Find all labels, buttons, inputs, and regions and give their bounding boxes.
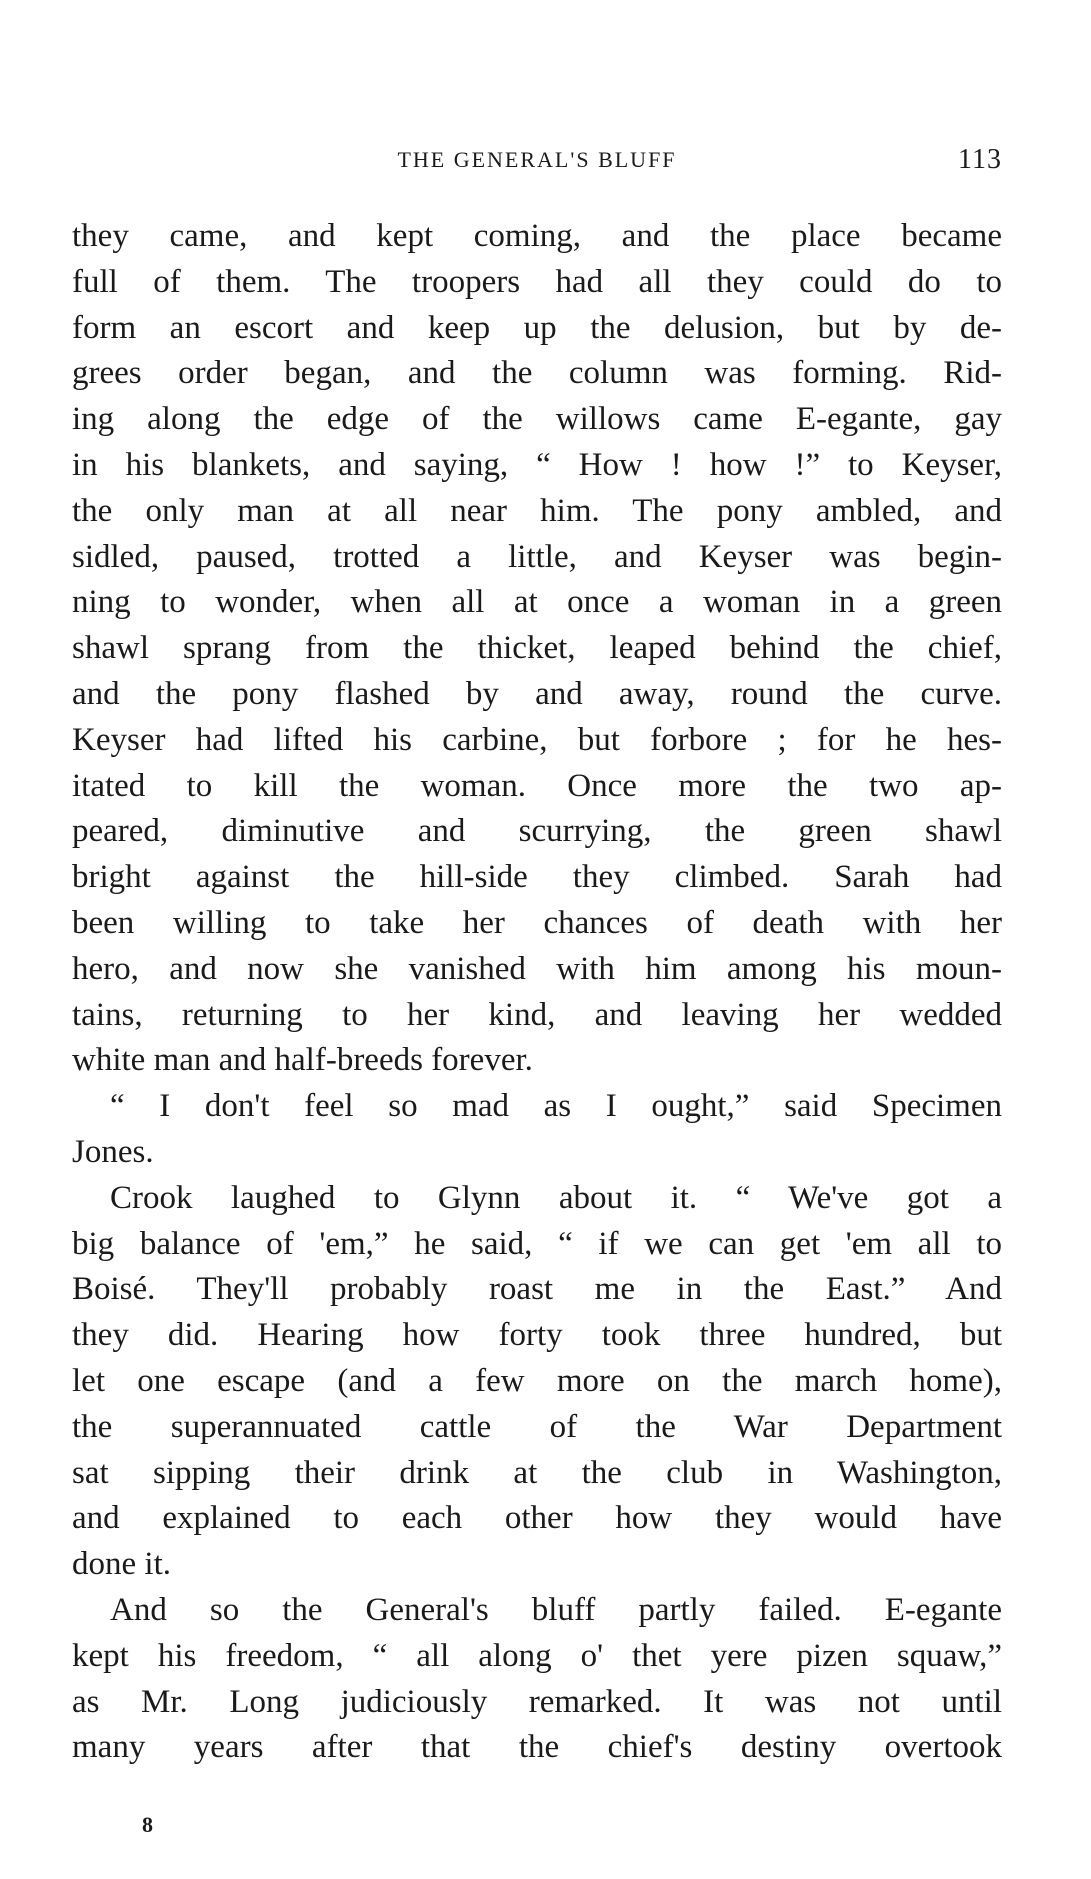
signature-mark: 8	[142, 1812, 153, 1837]
body-text	[72, 214, 1002, 1771]
text-line: tains, returning to her kind, and leaving her wedded	[72, 996, 1002, 1033]
text-line: let one escape (and a few more on the march home),	[72, 1362, 1002, 1399]
text-line: “ I don't feel so mad as I ought,” said Specimen	[110, 1088, 1002, 1125]
text-line: kept his freedom, “ all along o' thet yere pizen squaw,”	[72, 1637, 1002, 1674]
text-line: bright against the hill-side they climbed. Sarah had	[72, 859, 1002, 896]
text-line: hero, and now she vanished with him among his moun-	[72, 950, 1002, 987]
text-line: in his blankets, and saying, “ How ! how !” to Keyser,	[72, 446, 1002, 483]
text-line: as Mr. Long judiciously remarked. It was not until	[72, 1683, 1002, 1720]
text-line: done it.	[72, 1546, 171, 1583]
text-line: full of them. The troopers had all they could do to	[72, 263, 1002, 300]
text-line: Keyser had lifted his carbine, but forbore ; for he hes-	[72, 721, 1002, 758]
text-line: grees order began, and the column was forming. Rid-	[72, 355, 1002, 392]
text-line: been willing to take her chances of death with her	[72, 904, 1002, 941]
text-line: Boisé. They'll probably roast me in the East.” And	[72, 1271, 1002, 1308]
text-line: and explained to each other how they would have	[72, 1500, 1002, 1537]
text-line: big balance of 'em,” he said, “ if we can get 'em all to	[72, 1225, 1002, 1262]
text-line: many years after that the chief's destiny overtook	[72, 1729, 1002, 1766]
text-line: Crook laughed to Glynn about it. “ We've got a	[110, 1179, 1002, 1216]
text-line: And so the General's bluff partly failed. E-egante	[110, 1591, 1002, 1628]
text-line: they came, and kept coming, and the place became	[72, 218, 1002, 254]
text-line: itated to kill the woman. Once more the two ap-	[72, 767, 1002, 804]
text-line: sat sipping their drink at the club in Washington,	[72, 1454, 1002, 1491]
text-line: peared, diminutive and scurrying, the green shawl	[72, 813, 1002, 850]
text-line: the superannuated cattle of the War Department	[72, 1408, 1002, 1445]
text-line: shawl sprang from the thicket, leaped behind the chief,	[72, 630, 1002, 667]
text-line: sidled, paused, trotted a little, and Keyser was begin-	[72, 538, 1002, 575]
text-line: ing along the edge of the willows came E-egante, gay	[72, 401, 1002, 438]
text-line: and the pony flashed by and away, round the curve.	[72, 675, 1002, 712]
text-line: they did. Hearing how forty took three hundred, but	[72, 1317, 1002, 1354]
text-line: Jones.	[72, 1133, 154, 1170]
text-line: form an escort and keep up the delusion, but by de-	[72, 309, 1002, 346]
page-number: 113	[958, 144, 1002, 175]
text-line: white man and half-breeds forever.	[72, 1042, 533, 1079]
text-line: the only man at all near him. The pony ambled, and	[72, 492, 1002, 529]
running-title: THE GENERAL'S BLUFF	[397, 147, 677, 172]
text-line: ning to wonder, when all at once a woman in a green	[72, 584, 1002, 621]
running-head	[72, 140, 1002, 180]
